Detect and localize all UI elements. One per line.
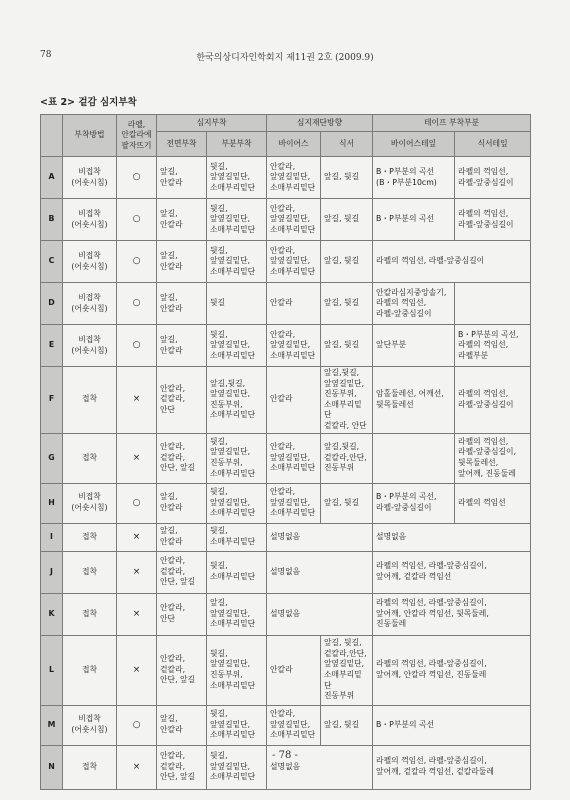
row-label: D [41, 283, 63, 325]
method-cell: 비접착 (어숏시침) [63, 283, 117, 325]
full-cell: 앞길, 안칼라 [157, 199, 207, 241]
bias-cell: 안칼라 [267, 367, 321, 434]
partial-cell: 뒷길, 앞옆길밑단, 소매부리밑단 [207, 325, 267, 367]
bias-tape-cell: B・P부분의 곡선 [373, 199, 455, 241]
header-group-cut-direction: 심지재단방향 [267, 115, 373, 132]
row-label: E [41, 325, 63, 367]
header-lapel-ironing: 라펠, 안칼라에 팔자뜨기 [117, 115, 157, 157]
bias-tape-cell: 앞단부분 [373, 325, 455, 367]
tape-cell: B・P부분의 곡선 [373, 705, 531, 745]
partial-cell: 앞길, 앞옆길밑단, 소매부리밑단 [207, 593, 267, 635]
bias-cell: 안칼라 [267, 283, 321, 325]
ironing-mark: × [117, 367, 157, 434]
header-group-interfacing: 심지부착 [157, 115, 267, 132]
row-label: K [41, 593, 63, 635]
tape-cell: 라펠의 꺽임선, 라펠-앞중심길이, 앞어깨, 겉칼라 꺽임선 [373, 551, 531, 593]
grain-cell: 앞길, 뒷길 [321, 325, 373, 367]
table-row [41, 635, 531, 705]
method-cell: 접착 [63, 551, 117, 593]
full-cell: 앞길, 안칼라 [157, 157, 207, 199]
header-bias: 바이어스 [267, 132, 321, 157]
page-footer: - 78 - [272, 750, 298, 761]
ironing-mark: ○ [117, 705, 157, 745]
row-label: L [41, 635, 63, 705]
method-cell: 접착 [63, 523, 117, 551]
grain-cell: 앞길, 뒷길 [321, 483, 373, 523]
table-caption: <표 2> 겉감 심지부착 [40, 97, 137, 108]
tape-cell: 라펠의 꺽임선, 라펠-앞중심길이, 앞어깨, 겉칼라 꺽임선, 겉칼라둘레 [373, 745, 531, 789]
grain-tape-cell: 라펠의 꺽임선, 라펠-앞중심길이 [455, 157, 531, 199]
table-row [41, 433, 531, 483]
table-row [41, 483, 531, 523]
bias-cell: 안칼라, 앞옆길밑단, 소매부리밑단 [267, 433, 321, 483]
bias-cell: 안칼라, 앞옆길밑단, 소매부리밑단 [267, 241, 321, 283]
grain-cell: 앞길, 뒷길 [321, 199, 373, 241]
partial-cell: 뒷길, 앞옆길밑단, 소매부리밑단 [207, 705, 267, 745]
full-cell: 앞길, 안칼라 [157, 325, 207, 367]
header-bias-tape: 바이어스테잎 [373, 132, 455, 157]
full-cell: 안칼라, 겉칼라, 안단, 앞길 [157, 551, 207, 593]
table-row [41, 157, 531, 199]
row-label: B [41, 199, 63, 241]
table-row [41, 593, 531, 635]
method-cell: 비접착 (어숏시침) [63, 483, 117, 523]
cut-direction-cell: 설명없음 [267, 593, 373, 635]
grain-cell: 앞길, 뒷길 [321, 705, 373, 745]
partial-cell: 뒷길, 앞옆길밑단, 소매부리밑단 [207, 199, 267, 241]
header-group-tape: 테이프 부착부분 [373, 115, 531, 132]
row-label: H [41, 483, 63, 523]
method-cell: 비접착 (어숏시침) [63, 157, 117, 199]
bias-tape-cell: 암홀둘레선, 어깨선, 뒷목둘레선 [373, 367, 455, 434]
full-cell: 안칼라, 겉칼라, 안단, 앞길 [157, 745, 207, 789]
partial-cell: 뒷길, 앞옆길밑단, 소매부리밑단 [207, 157, 267, 199]
method-cell: 접착 [63, 367, 117, 434]
bias-cell: 안칼라, 앞옆길밑단, 소매부리밑단 [267, 483, 321, 523]
method-cell: 비접착 (어숏시침) [63, 199, 117, 241]
method-cell: 비접착 (어숏시침) [63, 325, 117, 367]
row-label: M [41, 705, 63, 745]
grain-tape-cell: 라펠의 꺽임선, 라펠-앞중심길이, 뒷목둘레선, 앞어깨, 진동둘레 [455, 433, 531, 483]
full-cell: 앞길, 안칼라 [157, 705, 207, 745]
ironing-mark: × [117, 523, 157, 551]
row-label: J [41, 551, 63, 593]
ironing-mark: ○ [117, 483, 157, 523]
cut-direction-cell: 설명없음 [267, 551, 373, 593]
partial-cell: 뒷길, 앞옆길밑단, 소매부리밑단 [207, 483, 267, 523]
partial-cell: 뒷길, 앞옆길밑단, 진동부위, 소매부리밑단 [207, 635, 267, 705]
ironing-mark: ○ [117, 241, 157, 283]
row-label: G [41, 433, 63, 483]
tape-cell: 라펠의 꺽임선, 라펠-앞중심길이, 앞어깨, 안칼라 꺽임선, 진동둘레 [373, 635, 531, 705]
row-label: I [41, 523, 63, 551]
ironing-mark: × [117, 635, 157, 705]
partial-cell: 뒷길, 앞옆길밑단, 진동부위, 소매부리밑단 [207, 433, 267, 483]
bias-cell: 안칼라, 앞옆길밑단, 소매부리밑단 [267, 199, 321, 241]
ironing-mark: ○ [117, 199, 157, 241]
partial-cell: 앞길,뒷길, 앞옆길밑단, 진동부위, 소매부리밑단 [207, 367, 267, 434]
row-label: N [41, 745, 63, 789]
header-partial: 부분부착 [207, 132, 267, 157]
partial-cell: 뒷길 [207, 283, 267, 325]
table-row [41, 523, 531, 551]
full-cell: 앞길, 안칼라 [157, 283, 207, 325]
ironing-mark: × [117, 745, 157, 789]
bias-tape-cell: 안칼라심지중앙솔기, 라펠의 꺽임선, 라펠-앞중심길이 [373, 283, 455, 325]
table-row [41, 705, 531, 745]
bias-tape-cell [373, 433, 455, 483]
full-cell: 안칼라, 안단 [157, 593, 207, 635]
full-cell: 앞길, 안칼라 [157, 241, 207, 283]
grain-tape-cell: 라펠의 꺽임선 [455, 483, 531, 523]
grain-cell: 앞길, 뒷길 [321, 241, 373, 283]
ironing-mark: × [117, 593, 157, 635]
grain-tape-cell [455, 283, 531, 325]
partial-cell: 뒷길, 앞옆길밑단, 소매부리밑단 [207, 745, 267, 789]
partial-cell: 뒷길, 소매부리밑단 [207, 551, 267, 593]
bias-tape-cell: B・P부분의 곡선, 라펠-앞중심길이 [373, 483, 455, 523]
full-cell: 안칼라, 겉칼라, 안단, 앞길 [157, 433, 207, 483]
table-body [41, 157, 531, 790]
table-row [41, 199, 531, 241]
full-cell: 안칼라, 겉칼라, 안단 [157, 367, 207, 434]
method-cell: 접착 [63, 635, 117, 705]
tape-cell: 설명없음 [373, 523, 531, 551]
tape-cell: 라펠의 꺽임선, 라펠-앞중심길이, 앞어깨, 안칼라 꺽임선, 뒷목둘레, 진동둘레 [373, 593, 531, 635]
row-label: A [41, 157, 63, 199]
method-cell: 접착 [63, 593, 117, 635]
grain-cell: 앞길,뒷길, 앞옆길밑단, 진동부위, 소매부리밑단 겉칼라, 안단 [321, 367, 373, 434]
table-row [41, 241, 531, 283]
header-full: 전면부착 [157, 132, 207, 157]
partial-cell: 뒷길, 앞옆길밑단, 소매부리밑단 [207, 241, 267, 283]
row-label: F [41, 367, 63, 434]
full-cell: 안칼라, 겉칼라, 안단, 앞길 [157, 635, 207, 705]
ironing-mark: ○ [117, 157, 157, 199]
row-label: C [41, 241, 63, 283]
bias-cell: 안칼라, 앞옆길밑단, 소매부리밑단 [267, 325, 321, 367]
method-cell: 접착 [63, 745, 117, 789]
ironing-mark: ○ [117, 325, 157, 367]
tape-cell: 라펠의 꺽임선, 라펠-앞중심길이 [373, 241, 531, 283]
ironing-mark: ○ [117, 283, 157, 325]
ironing-mark: × [117, 433, 157, 483]
partial-cell: 뒷길, 소매부리밑단 [207, 523, 267, 551]
grain-cell: 앞길, 뒷길 [321, 157, 373, 199]
header-page-number: 78 [40, 50, 52, 60]
header-grain-tape: 식서테잎 [455, 132, 531, 157]
bias-tape-cell: B・P부분의 곡선 (B・P부분10cm) [373, 157, 455, 199]
table-row [41, 325, 531, 367]
grain-cell: 앞길, 뒷길, 겉칼라,안단, 앞옆길밑단, 소매부리밑단 진동부위 [321, 635, 373, 705]
header-empty-cell [41, 115, 63, 157]
cut-direction-cell: 설명없음 [267, 523, 373, 551]
grain-cell: 앞길, 뒷길 [321, 283, 373, 325]
grain-cell: 앞길,뒷길, 겉칼라,안단, 진동부위 [321, 433, 373, 483]
method-cell: 비접착 (어숏시침) [63, 705, 117, 745]
grain-tape-cell: B・P부분의 곡선, 라펠의 꺽임선, 라펠부분 [455, 325, 531, 367]
journal-title: 한국의상디자인학회지 제11권 2호 (2009.9) [196, 53, 374, 63]
ironing-mark: × [117, 551, 157, 593]
table-row [41, 283, 531, 325]
table-row [41, 551, 531, 593]
grain-tape-cell: 라펠의 꺽임선, 라펠-앞중심길이 [455, 199, 531, 241]
header-method: 부착방법 [63, 115, 117, 157]
method-cell: 접착 [63, 433, 117, 483]
cut-direction-cell: 설명없음 [267, 745, 373, 789]
bias-cell: 안칼라, 앞옆길밑단, 소매부리밑단 [267, 705, 321, 745]
header-grain: 식서 [321, 132, 373, 157]
bias-cell: 안칼라 [267, 635, 321, 705]
table-row [41, 367, 531, 434]
method-cell: 비접착 (어숏시침) [63, 241, 117, 283]
interfacing-table [40, 114, 531, 790]
bias-cell: 안칼라, 앞옆길밑단, 소매부리밑단 [267, 157, 321, 199]
full-cell: 앞길, 안칼라 [157, 523, 207, 551]
grain-tape-cell: 라펠의 꺽임선, 라펠-앞중심길이 [455, 367, 531, 434]
full-cell: 앞길, 안칼라 [157, 483, 207, 523]
